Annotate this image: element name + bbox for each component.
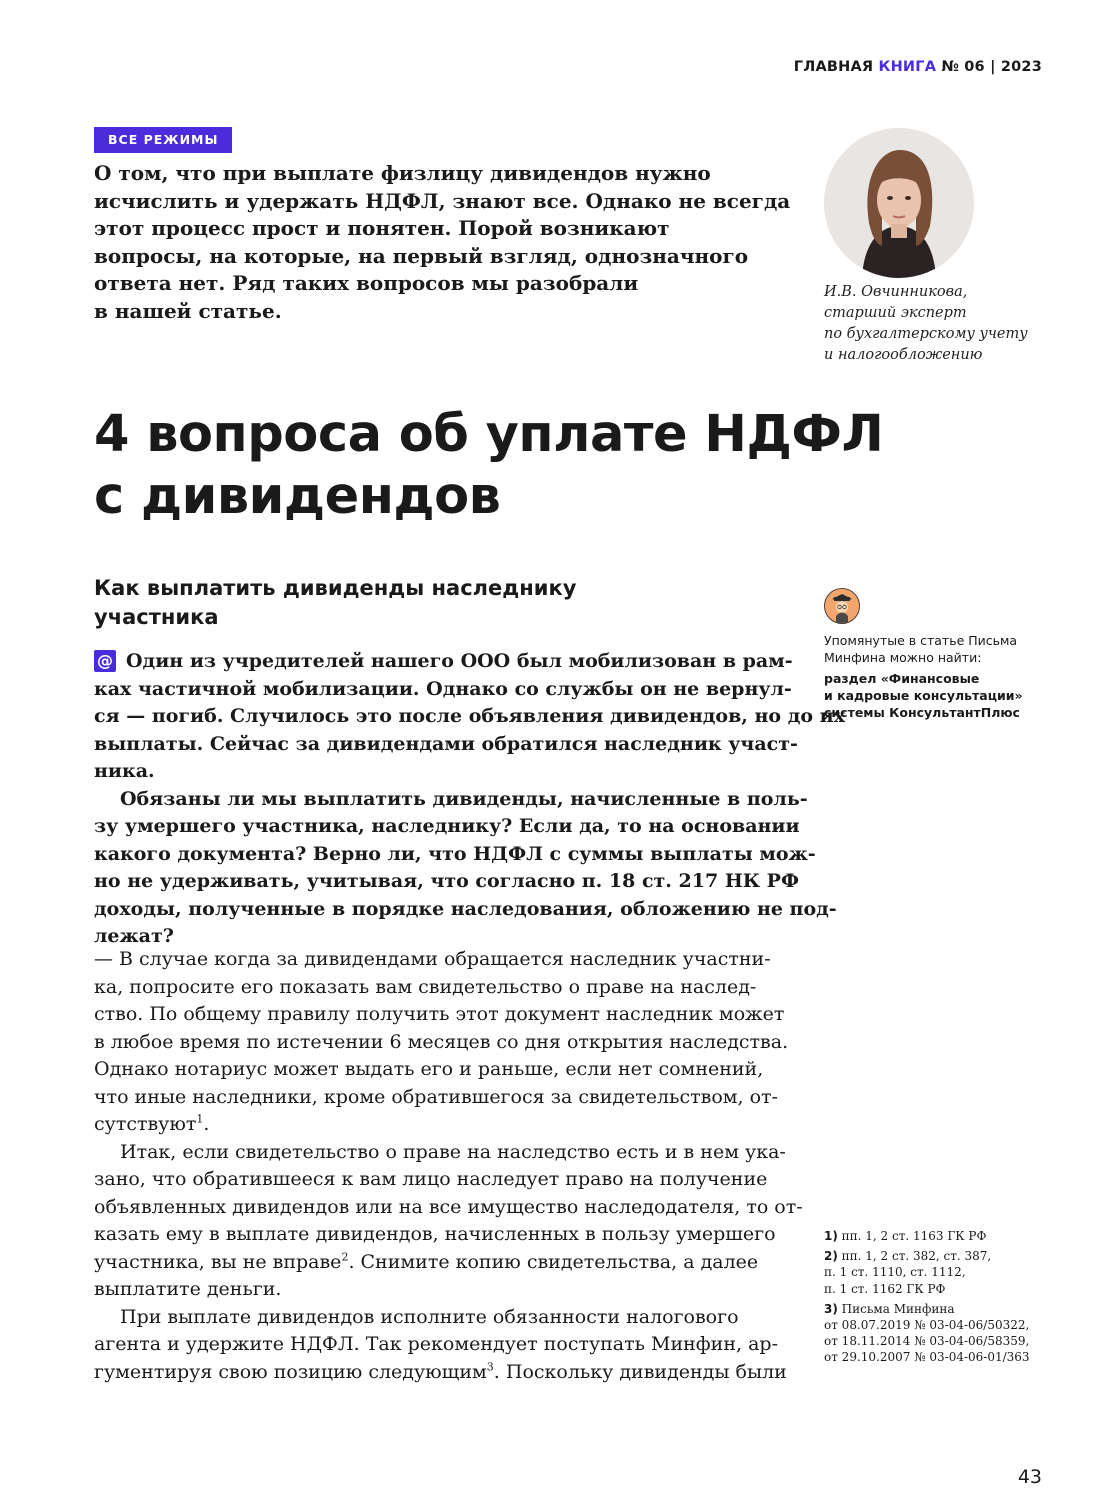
lead-line: О том, что при выплате физлицу дивидендов нужно — [94, 161, 711, 185]
footnote-number: 2) — [824, 1249, 838, 1264]
footnotes — [824, 1228, 1084, 1370]
question-line: ся — погиб. Случилось это после объявления дивидендов, но до их — [94, 705, 846, 727]
footnote-ref: 2 — [341, 1250, 349, 1264]
lead-paragraph — [94, 160, 791, 325]
question-line: зу умершего участника, наследнику? Если да, то на основании — [94, 815, 800, 837]
answer-line: ка, попросите его показать вам свидетельство о праве на наслед- — [94, 975, 757, 998]
consultant-plus-icon — [824, 588, 860, 624]
answer-line: что иные наследники, кроме обратившегося за свидетельством, от- — [94, 1085, 778, 1108]
answer-line: агента и удержите НДФЛ. Так рекомендует поступать Минфин, ар- — [94, 1333, 778, 1355]
category-tag: ВСЕ РЕЖИМЫ — [94, 127, 232, 153]
author-caption — [824, 282, 1064, 366]
footnote-number: 3) — [824, 1301, 838, 1316]
question-line: Один из учредителей нашего ООО был мобилизован в рам- — [126, 650, 793, 672]
expert-answer — [94, 946, 803, 1386]
at-icon: @ — [94, 650, 116, 672]
question-line: доходы, полученные в порядке наследования, обложению не под- — [94, 897, 837, 920]
question-line: лежат? — [94, 925, 174, 947]
author-photo — [824, 128, 974, 278]
sidebar-note — [824, 632, 1074, 721]
subtitle-line: Как выплатить дивиденды наследнику — [94, 576, 577, 600]
answer-line: При выплате дивидендов исполните обязанности налогового — [120, 1305, 739, 1328]
answer-line: сутствуют$^1$. — [94, 1112, 210, 1135]
answer-line: в любое время по истечении 6 месяцев со дня открытия наследства. — [94, 1030, 789, 1053]
lead-line: вопросы, на которые, на первый взгляд, однозначного — [94, 243, 749, 268]
brand-part1: ГЛАВНАЯ — [793, 59, 874, 75]
author-position: старший эксперт — [824, 305, 967, 321]
note-source: системы КонсультантПлюс — [824, 705, 1020, 720]
author-position: и налогообложению — [824, 347, 983, 363]
answer-line: Однако нотариус может выдать его и раньше, если нет сомнений, — [94, 1058, 764, 1080]
footnote: 2) пп. 1, 2 ст. 382, ст. 387, п. 1 ст. 1110, ст. 1112, п. 1 ст. 1162 ГК РФ — [824, 1249, 992, 1296]
question-line: ках частичной мобилизации. Однако со службы он не вернул- — [94, 677, 792, 700]
lead-line: исчислить и удержать НДФЛ, знают все. Однако не всегда — [94, 188, 791, 213]
answer-line: — В случае когда за дивидендами обращается наследник участни- — [94, 948, 771, 970]
answer-line: казать ему в выплате дивидендов, начисленных в пользу умершего — [94, 1223, 776, 1245]
answer-line: объявленных дивидендов или на все имущество наследодателя, то от- — [94, 1195, 803, 1218]
footnote-number: 1) — [824, 1229, 838, 1243]
title-line: 4 вопроса об уплате НДФЛ — [94, 405, 884, 464]
question-line: какого документа? Верно ли, что НДФЛ с суммы выплаты мож- — [94, 842, 816, 865]
question-line: ника. — [94, 760, 155, 782]
note-source: и кадровые консультации» — [824, 688, 1023, 703]
title-line: с дивидендов — [94, 467, 501, 526]
lead-line: в нашей статье. — [94, 298, 282, 323]
answer-line: участника, вы не вправе$^2$. Снимите копию свидетельства, а далее — [94, 1250, 759, 1273]
note-source: раздел «Финансовые — [824, 671, 980, 686]
footnote-ref: 1 — [196, 1112, 204, 1126]
footnote-ref: 3 — [486, 1360, 494, 1374]
author-name: И.В. Овчинникова, — [824, 284, 968, 300]
footnote: 1) пп. 1, 2 ст. 1163 ГК РФ — [824, 1229, 987, 1243]
note-text: Минфина можно найти: — [824, 650, 982, 665]
page-number: 43 — [1017, 1466, 1042, 1488]
brand-part2: КНИГА — [878, 59, 937, 75]
note-text: Упомянутые в статье Письма — [824, 633, 1018, 648]
answer-line: зано, что обратившееся к вам лицо наследует право на получение — [94, 1168, 768, 1190]
lead-line: этот процесс прост и понятен. Порой возникают — [94, 216, 670, 240]
masthead — [794, 59, 1042, 75]
question-line: выплаты. Сейчас за дивидендами обратился наследник участ- — [94, 732, 798, 755]
answer-line: ство. По общему правилу получить этот документ наследник может — [94, 1003, 785, 1025]
section-subtitle — [94, 574, 774, 632]
question-line: Обязаны ли мы выплатить дивиденды, начисленные в поль- — [120, 787, 808, 810]
answer-line: выплатите деньги. — [94, 1278, 282, 1300]
answer-line: гументируя свою позицию следующим$^3$. Поскольку дивиденды были — [94, 1360, 787, 1383]
lead-line: ответа нет. Ряд таких вопросов мы разобрали — [94, 271, 639, 295]
subtitle-line: участника — [94, 605, 219, 629]
reader-question — [94, 648, 846, 951]
article-title — [94, 404, 994, 528]
footnote: 3) Письма Минфина от 08.07.2019 № 03-04-06/50322, от 18.11.2014 № 03-04-06/58359, от 29.10.2007 № 03-04-06-01/363 — [824, 1301, 1030, 1365]
author-position: по бухгалтерскому учету — [824, 326, 1028, 342]
issue-number: № 06 | 2023 — [941, 59, 1042, 75]
answer-line: Итак, если свидетельство о праве на наследство есть и в нем ука- — [120, 1140, 786, 1163]
question-line: но не удерживать, учитывая, что согласно п. 18 ст. 217 НК РФ — [94, 870, 799, 892]
